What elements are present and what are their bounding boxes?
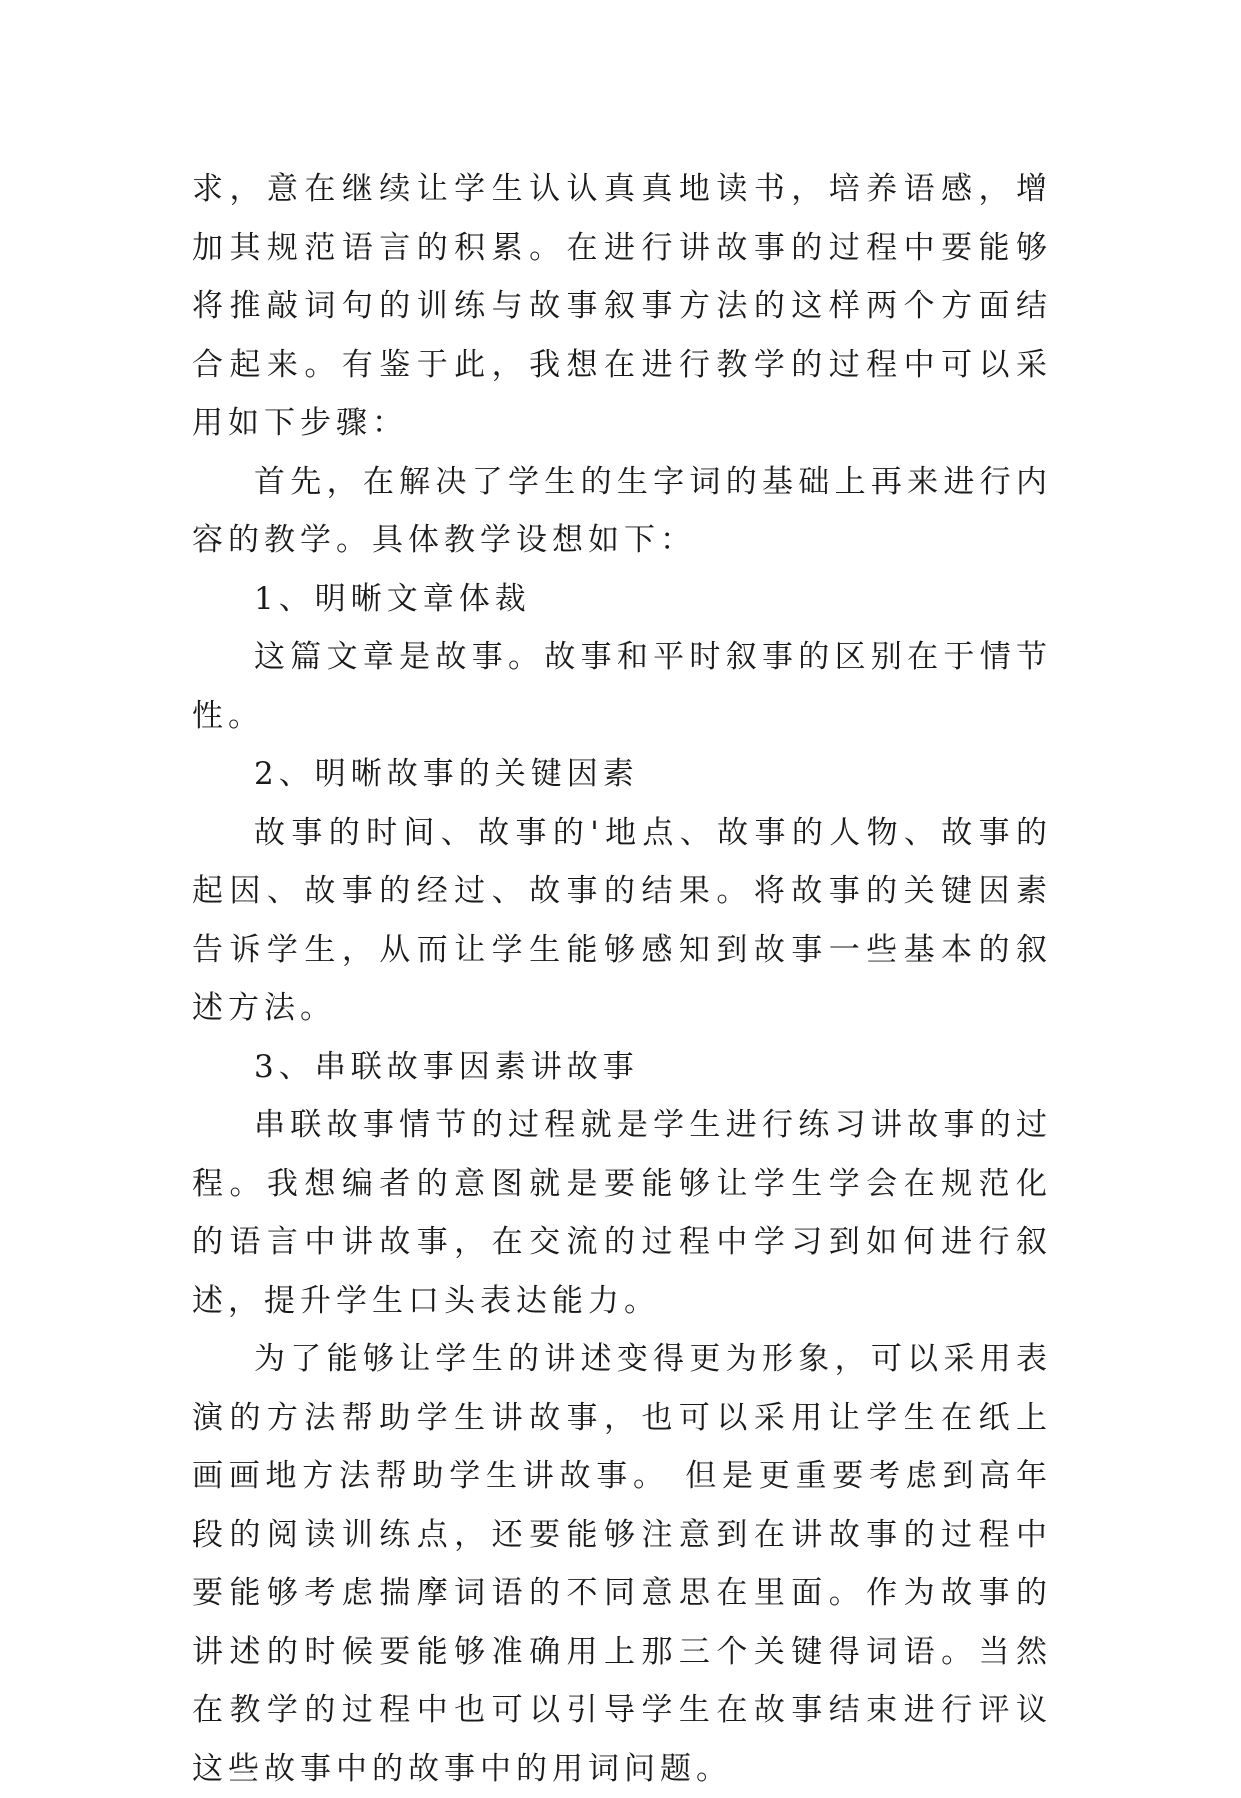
paragraph-step-3: 串联故事情节的过程就是学生进行练习讲故事的过程。我想编者的意图就是要能够让学生学会在规范化的语言中讲故事，在交流的过程中学习到如何进行叙述，提升学生口头表达能力。 (192, 1107, 1052, 1319)
paragraph-continuation: 求，意在继续让学生认认真真地读书，培养语感，增加其规范语言的积累。在进行讲故事的过程中要能够将推敲词句的训练与故事叙事方法的这样两个方面结合起来。有鉴于此，我想在进行教学的过程中可以采用如下步骤： (192, 171, 1052, 441)
step-heading-2: 2、明晰故事的关键因素 (254, 756, 639, 792)
step-heading-3: 3、串联故事因素讲故事 (254, 1048, 639, 1085)
paragraph-step-1: 这篇文章是故事。故事和平时叙事的区别在于情节性。 (192, 639, 1052, 734)
step-heading-1: 1、明晰文章体裁 (254, 580, 531, 617)
paragraph-intro: 首先，在解决了学生的生字词的基础上再来进行内容的教学。具体教学设想如下： (192, 463, 1052, 558)
document-body (192, 160, 1052, 1798)
paragraph-step-2: 故事的时间、故事的'地点、故事的人物、故事的起因、故事的经过、故事的结果。将故事的关键因素告诉学生，从而让学生能够感知到故事一些基本的叙述方法。 (192, 814, 1052, 1026)
paragraph-conclusion: 为了能够让学生的讲述变得更为形象，可以采用表演的方法帮助学生讲故事，也可以采用让学生在纸上画画地方法帮助学生讲故事。 但是更重要考虑到高年段的阅读训练点，还要能够注意到在讲故事的过程中要能够考虑揣摩词语的不同意思在里面。作为故事的讲述的时候要能够准确用上那三个关键得词语。当然在教学的过程中也可以引导学生在故事结束进行评议这些故事中的故事中的用词问题。 (192, 1341, 1052, 1787)
